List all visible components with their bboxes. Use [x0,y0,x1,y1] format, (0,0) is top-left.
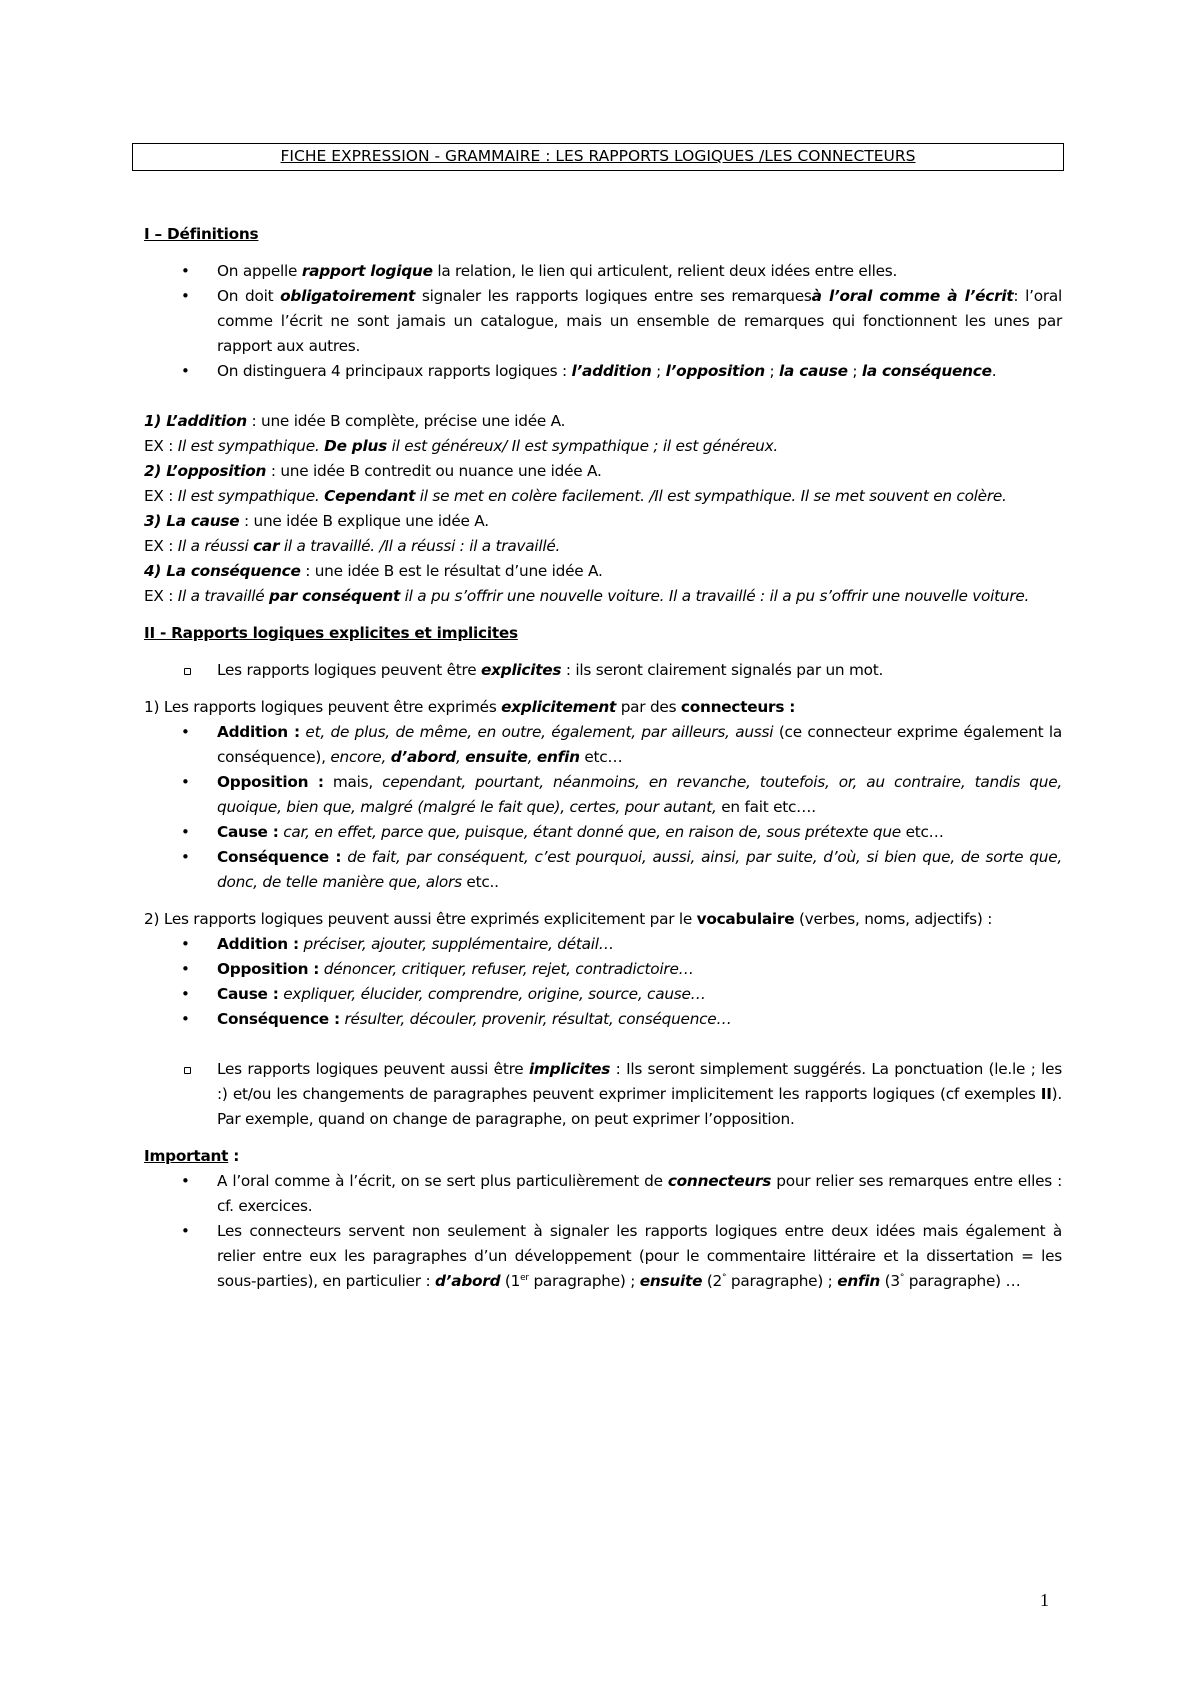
list-item: • A l’oral comme à l’écrit, on se sert plus particulièrement de connecteurs pour relier ses remarques entre elles : cf. exercices. [144,1169,1062,1219]
section1-heading: I – Définitions [144,225,259,243]
page-title [132,143,1064,171]
list-item: • Addition : et, de plus, de même, en outre, également, par ailleurs, aussi (ce connecteur exprime également la conséquence), encore, d’abord, ensuite, enfin etc… [144,720,1062,770]
relation-item-addition: 1) L’addition : une idée B complète, précise une idée A. EX : Il est sympathique. De plus il est généreux/ Il est sympathique ; il est généreux. [144,412,779,455]
list-item: • On doit obligatoirement signaler les rapports logiques entre ses remarquesà l’oral comme à l’écrit: l’oral comme l’écrit ne sont jamais un catalogue, mais un ensemble de remarques qui fonctionnent les unes par rapport aux autres. [144,284,1062,359]
list-item: • On appelle rapport logique la relation, le lien qui articulent, relient deux idées entre elles. [144,259,1062,284]
definitions-list [144,259,1062,384]
relation-item-cause: 3) La cause : une idée B explique une idée A. EX : Il a réussi car il a travaillé. /Il a réussi : il a travaillé. [144,512,561,555]
list-item: • Conséquence : résulter, découler, provenir, résultat, conséquence… [144,1007,1062,1032]
relation-item-consequence: 4) La conséquence : une idée B est le résultat d’une idée A. EX : Il a travaillé par conséquent il a pu s’offrir une nouvelle voiture. Il a travaillé : il a pu s’offrir une nouvelle voiture. [144,562,1030,605]
list-item: • Cause : car, en effet, parce que, puisque, étant donné que, en raison de, sous prétexte que etc… [144,820,1062,845]
list-item: Les rapports logiques peuvent être explicites : ils seront clairement signalés par un mot. [144,658,1062,683]
title-main: FICHE EXPRESSION - GRAMMAIRE [280,147,541,165]
list-item: • Opposition : mais, cependant, pourtant, néanmoins, en revanche, toutefois, or, au contraire, tandis que, quoique, bien que, malgré (malgré le fait que), certes, pour autant, en fait etc…. [144,770,1062,820]
vocabulary-intro: 2) Les rapports logiques peuvent aussi être exprimés explicitement par le vocabulaire (verbes, noms, adjectifs) : [144,910,993,928]
list-item: • Cause : expliquer, élucider, comprendre, origine, source, cause… [144,982,1062,1007]
vocabulary-list [144,932,1062,1032]
title-rest: : LES RAPPORTS LOGIQUES /LES CONNECTEURS [540,147,916,165]
list-item: • Conséquence : de fait, par conséquent, c’est pourquoi, aussi, ainsi, par suite, d’où, si bien que, de sorte que, donc, de telle manière que, alors etc.. [144,845,1062,895]
connectors-intro: 1) Les rapports logiques peuvent être exprimés explicitement par des connecteurs : [144,698,796,716]
list-item: Les rapports logiques peuvent aussi être implicites : Ils seront simplement suggérés. La ponctuation (le.le ; les :) et/ou les changements de paragraphes peuvent exprimer implicitement les rapports logiques (cf exemples II). Par exemple, quand on change de paragraphe, on peut exprimer l’opposition. [144,1057,1062,1132]
list-item: • Les connecteurs servent non seulement à signaler les rapports logiques entre deux idées mais également à relier entre eux les paragraphes d’un développement (pour le commentaire littéraire et la dissertation = les sous-parties), en particulier : d’abord (1er paragraphe) ; ensuite (2° paragraphe) ; enfin (3° paragraphe) … [144,1219,1062,1294]
relation-item-opposition: 2) L’opposition : une idée B contredit ou nuance une idée A. EX : Il est sympathique. Cependant il se met en colère facilement. /Il est sympathique. Il se met souvent en colère. [144,462,1007,505]
page-number: 1 [1040,1590,1049,1610]
document-body [144,222,1062,1294]
connectors-list [144,720,1062,895]
explicit-point [144,658,1062,683]
list-item: • Addition : préciser, ajouter, supplémentaire, détail… [144,932,1062,957]
section2-heading: II - Rapports logiques explicites et implicites [144,624,518,642]
list-item: • On distinguera 4 principaux rapports logiques : l’addition ; l’opposition ; la cause ; la conséquence. [144,359,1062,384]
list-item: • Opposition : dénoncer, critiquer, refuser, rejet, contradictoire… [144,957,1062,982]
implicit-point [144,1057,1062,1132]
important-heading: Important : [144,1147,240,1165]
important-list [144,1169,1062,1294]
